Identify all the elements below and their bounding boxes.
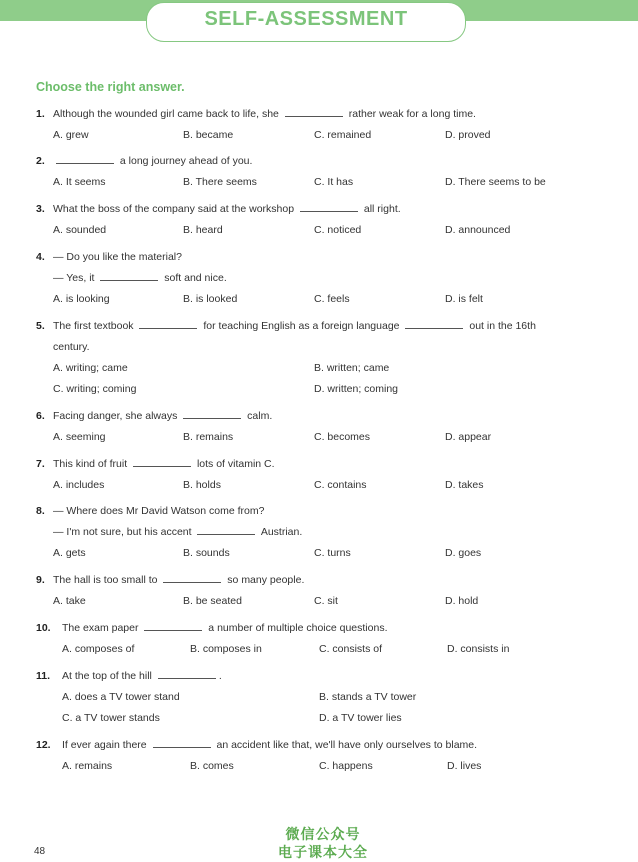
answer-option[interactable]: C. consists of <box>319 643 383 655</box>
answer-option[interactable]: D. announced <box>445 224 511 236</box>
answer-blank[interactable] <box>158 669 216 679</box>
answer-option[interactable]: B. is looked <box>183 293 238 305</box>
answer-option[interactable]: A. seeming <box>53 431 106 443</box>
question-text-segment: — I'm not sure, but his accent <box>53 526 195 538</box>
question-number: 9. <box>36 574 45 586</box>
answer-option[interactable]: C. noticed <box>314 224 362 236</box>
answer-option[interactable]: A. writing; came <box>53 362 128 374</box>
answer-option[interactable]: A. It seems <box>53 176 106 188</box>
question-number: 7. <box>36 458 45 470</box>
question-text-segment: The first textbook <box>53 320 137 332</box>
question-text <box>53 319 536 333</box>
answer-option[interactable]: D. consists in <box>447 643 510 655</box>
question-text-segment: . <box>218 670 222 682</box>
question-text-segment: century. <box>53 341 90 353</box>
question-text-segment: If ever again there <box>62 739 150 751</box>
question-text-segment: a long journey ahead of you. <box>117 155 253 167</box>
question-text <box>62 669 222 683</box>
answer-option[interactable]: D. hold <box>445 595 479 607</box>
answer-option[interactable]: A. gets <box>53 547 86 559</box>
answer-option[interactable]: D. lives <box>447 760 482 772</box>
question-text <box>53 409 272 423</box>
answer-option[interactable]: A. includes <box>53 479 105 491</box>
question-text <box>53 504 264 518</box>
answer-option[interactable]: C. It has <box>314 176 354 188</box>
answer-option[interactable]: D. takes <box>445 479 484 491</box>
question-number: 5. <box>36 320 45 332</box>
question-number: 4. <box>36 251 45 263</box>
answer-blank[interactable] <box>285 107 343 117</box>
question-number: 6. <box>36 410 45 422</box>
page-title: SELF-ASSESSMENT <box>204 8 408 30</box>
answer-blank[interactable] <box>153 738 211 748</box>
answer-option[interactable]: B. holds <box>183 479 221 491</box>
answer-option[interactable]: C. becomes <box>314 431 371 443</box>
question-text-segment: all right. <box>360 203 401 215</box>
question-text-segment: This kind of fruit <box>53 458 131 470</box>
answer-option[interactable]: A. grew <box>53 129 89 141</box>
answer-option[interactable]: D. proved <box>445 129 491 141</box>
instruction: Choose the right answer. <box>36 80 185 94</box>
answer-blank[interactable] <box>300 202 358 212</box>
answer-blank[interactable] <box>183 409 241 419</box>
answer-blank[interactable] <box>405 319 463 329</box>
question-text <box>53 202 401 216</box>
answer-option[interactable]: D. appear <box>445 431 492 443</box>
answer-option[interactable]: D. a TV tower lies <box>319 712 402 724</box>
question-number: 11. <box>36 670 51 682</box>
question-text-segment: Although the wounded girl came back to life, she <box>53 108 282 120</box>
answer-option[interactable]: A. composes of <box>62 643 135 655</box>
answer-option[interactable]: C. a TV tower stands <box>62 712 160 724</box>
question-number: 2. <box>36 155 45 167</box>
question-text-segment: out in the 16th <box>466 320 536 332</box>
question-text-segment: for teaching English as a foreign language <box>200 320 403 332</box>
question-number: 12. <box>36 739 51 751</box>
question-text-segment: The hall is too small to <box>53 574 161 586</box>
answer-option[interactable]: B. written; came <box>314 362 390 374</box>
question-text-segment: The exam paper <box>62 622 142 634</box>
answer-option[interactable]: D. is felt <box>445 293 483 305</box>
question-text <box>53 107 476 121</box>
page-number: 48 <box>34 846 46 857</box>
question-text-segment: lots of vitamin C. <box>194 458 275 470</box>
question-text <box>62 738 477 752</box>
question-text <box>53 250 182 264</box>
watermark-line-2: 电子课本大全 <box>278 845 368 861</box>
question-text-segment: so many people. <box>224 574 305 586</box>
answer-option[interactable]: A. remains <box>62 760 113 772</box>
question-number: 10. <box>36 622 51 634</box>
question-text-segment: At the top of the hill <box>62 670 155 682</box>
question-number: 8. <box>36 505 45 517</box>
answer-option[interactable]: B. stands a TV tower <box>319 691 417 703</box>
answer-option[interactable]: B. sounds <box>183 547 230 559</box>
answer-option[interactable]: C. turns <box>314 547 351 559</box>
watermark-line-1: 微信公众号 <box>285 827 361 843</box>
question-text <box>53 573 304 587</box>
answer-option[interactable]: B. became <box>183 129 234 141</box>
question-text <box>62 621 388 635</box>
answer-option[interactable]: C. feels <box>314 293 350 305</box>
answer-blank[interactable] <box>139 319 197 329</box>
answer-blank[interactable] <box>56 154 114 164</box>
question-text-segment: — Do you like the material? <box>53 251 182 263</box>
answer-option[interactable]: B. comes <box>190 760 234 772</box>
answer-option[interactable]: C. happens <box>319 760 373 772</box>
question-text-segment: an accident like that, we'll have only ourselves to blame. <box>213 739 478 751</box>
answer-option[interactable]: A. is looking <box>53 293 110 305</box>
answer-option[interactable]: B. be seated <box>183 595 242 607</box>
answer-option[interactable]: B. composes in <box>190 643 262 655</box>
watermark <box>258 826 388 862</box>
answer-option[interactable]: D. written; coming <box>314 383 399 395</box>
answer-option[interactable]: C. contains <box>314 479 367 491</box>
answer-blank[interactable] <box>197 525 255 535</box>
question-text <box>53 457 275 471</box>
answer-option[interactable]: B. heard <box>183 224 223 236</box>
question-text-segment: soft and nice. <box>161 272 227 284</box>
question-text-segment: — Yes, it <box>53 272 98 284</box>
answer-option[interactable]: A. does a TV tower stand <box>62 691 180 703</box>
question-text <box>53 271 227 285</box>
answer-option[interactable]: A. take <box>53 595 86 607</box>
answer-blank[interactable] <box>144 621 202 631</box>
answer-option[interactable]: D. goes <box>445 547 482 559</box>
answer-blank[interactable] <box>163 573 221 583</box>
question-text-segment: What the boss of the company said at the workshop <box>53 203 297 215</box>
question-text <box>53 525 302 539</box>
question-text-segment: calm. <box>244 410 273 422</box>
question-text <box>53 340 90 354</box>
question-text <box>53 154 252 168</box>
answer-option[interactable]: D. There seems to be <box>445 176 546 188</box>
answer-option[interactable]: B. remains <box>183 431 234 443</box>
question-text-segment: rather weak for a long time. <box>345 108 476 120</box>
question-number: 3. <box>36 203 45 215</box>
question-text-segment: a number of multiple choice questions. <box>205 622 388 634</box>
answer-option[interactable]: C. sit <box>314 595 338 607</box>
answer-blank[interactable] <box>100 271 158 281</box>
answer-option[interactable]: A. sounded <box>53 224 107 236</box>
question-text-segment: Austrian. <box>258 526 303 538</box>
answer-blank[interactable] <box>133 457 191 467</box>
answer-option[interactable]: C. writing; coming <box>53 383 137 395</box>
question-text-segment: — Where does Mr David Watson come from? <box>53 505 265 517</box>
question-text-segment: Facing danger, she always <box>53 410 181 422</box>
answer-option[interactable]: B. There seems <box>183 176 257 188</box>
question-number: 1. <box>36 108 45 120</box>
answer-option[interactable]: C. remained <box>314 129 372 141</box>
